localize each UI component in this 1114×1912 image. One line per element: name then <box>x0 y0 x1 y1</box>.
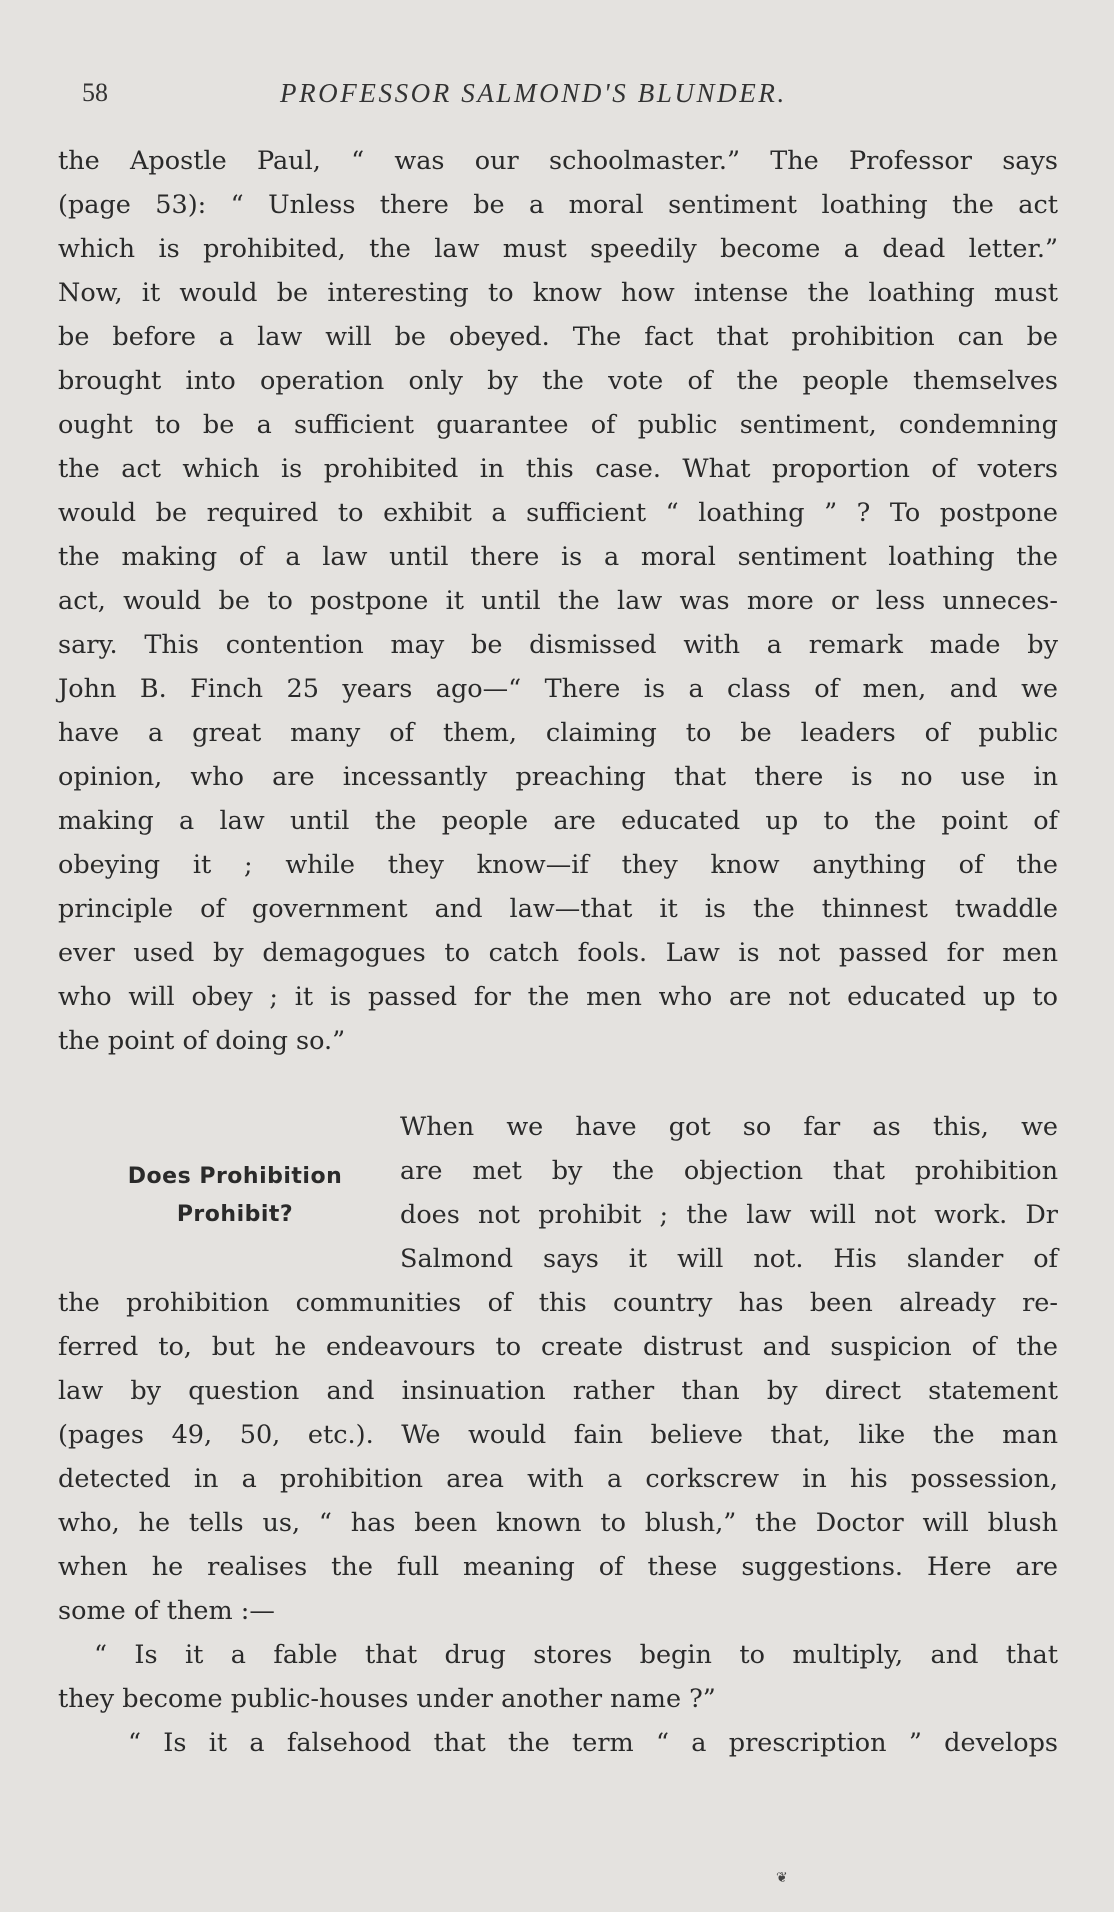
body-line: brought into operation only by the vote of the people themselves <box>58 366 1058 396</box>
body-line: the making of a law until there is a moral sentiment loathing the <box>58 542 1058 572</box>
body-line: detected in a prohibition area with a corkscrew in his possession, <box>58 1464 1058 1494</box>
body-line: would be required to exhibit a sufficient “ loathing ” ? To postpone <box>58 498 1058 528</box>
body-line: (page 53): “ Unless there be a moral sentiment loathing the act <box>58 190 1058 220</box>
running-title: PROFESSOR SALMOND'S BLUNDER. <box>280 78 787 108</box>
body-line: who, he tells us, “ has been known to blush,” the Doctor will blush <box>58 1508 1058 1538</box>
quote-line: “ Is it a falsehood that the term “ a prescription ” develops <box>128 1728 1058 1758</box>
body-line: Salmond says it will not. His slander of <box>400 1244 1058 1274</box>
body-line: be before a law will be obeyed. The fact that prohibition can be <box>58 322 1058 352</box>
body-line: ever used by demagogues to catch fools. Law is not passed for men <box>58 938 1058 968</box>
body-line: principle of government and law—that it is the thinnest twaddle <box>58 894 1058 924</box>
printers-ornament: ❦ <box>776 1870 788 1886</box>
body-line: the act which is prohibited in this case. What proportion of voters <box>58 454 1058 484</box>
body-line: law by question and insinuation rather than by direct statement <box>58 1376 1058 1406</box>
body-line: ferred to, but he endeavours to create distrust and suspicion of the <box>58 1332 1058 1362</box>
body-line: does not prohibit ; the law will not work. Dr <box>400 1200 1058 1230</box>
body-line: the point of doing so.” <box>58 1026 346 1056</box>
body-line: the Apostle Paul, “ was our schoolmaster.” The Professor says <box>58 146 1058 176</box>
body-line: (pages 49, 50, etc.). We would fain believe that, like the man <box>58 1420 1058 1450</box>
page-number: 58 <box>82 78 108 107</box>
body-line: making a law until the people are educated up to the point of <box>58 806 1058 836</box>
body-line: sary. This contention may be dismissed with a remark made by <box>58 630 1058 660</box>
page-header <box>0 78 1114 118</box>
body-line: when he realises the full meaning of these suggestions. Here are <box>58 1552 1058 1582</box>
quote-line: “ Is it a fable that drug stores begin to multiply, and that <box>94 1640 1058 1670</box>
body-line: obeying it ; while they know—if they know anything of the <box>58 850 1058 880</box>
body-line: act, would be to postpone it until the law was more or less unneces- <box>58 586 1058 616</box>
body-line: opinion, who are incessantly preaching that there is no use in <box>58 762 1058 792</box>
body-line: who will obey ; it is passed for the men who are not educated up to <box>58 982 1058 1012</box>
body-line: some of them :— <box>58 1596 275 1626</box>
body-line: which is prohibited, the law must speedily become a dead letter.” <box>58 234 1058 264</box>
body-line: John B. Finch 25 years ago—“ There is a class of men, and we <box>58 674 1058 704</box>
body-line: have a great many of them, claiming to be leaders of public <box>58 718 1058 748</box>
body-line: Now, it would be interesting to know how intense the loathing must <box>58 278 1058 308</box>
body-line: When we have got so far as this, we <box>400 1112 1058 1142</box>
body-line: the prohibition communities of this country has been already re- <box>58 1288 1058 1318</box>
body-line: are met by the objection that prohibition <box>400 1156 1058 1186</box>
body-line: ought to be a sufficient guarantee of public sentiment, condemning <box>58 410 1058 440</box>
sidenote-heading: Prohibit? <box>176 1202 294 1227</box>
sidenote-heading: Does Prohibition <box>127 1164 343 1189</box>
quote-line: they become public-houses under another name ?” <box>58 1684 716 1714</box>
